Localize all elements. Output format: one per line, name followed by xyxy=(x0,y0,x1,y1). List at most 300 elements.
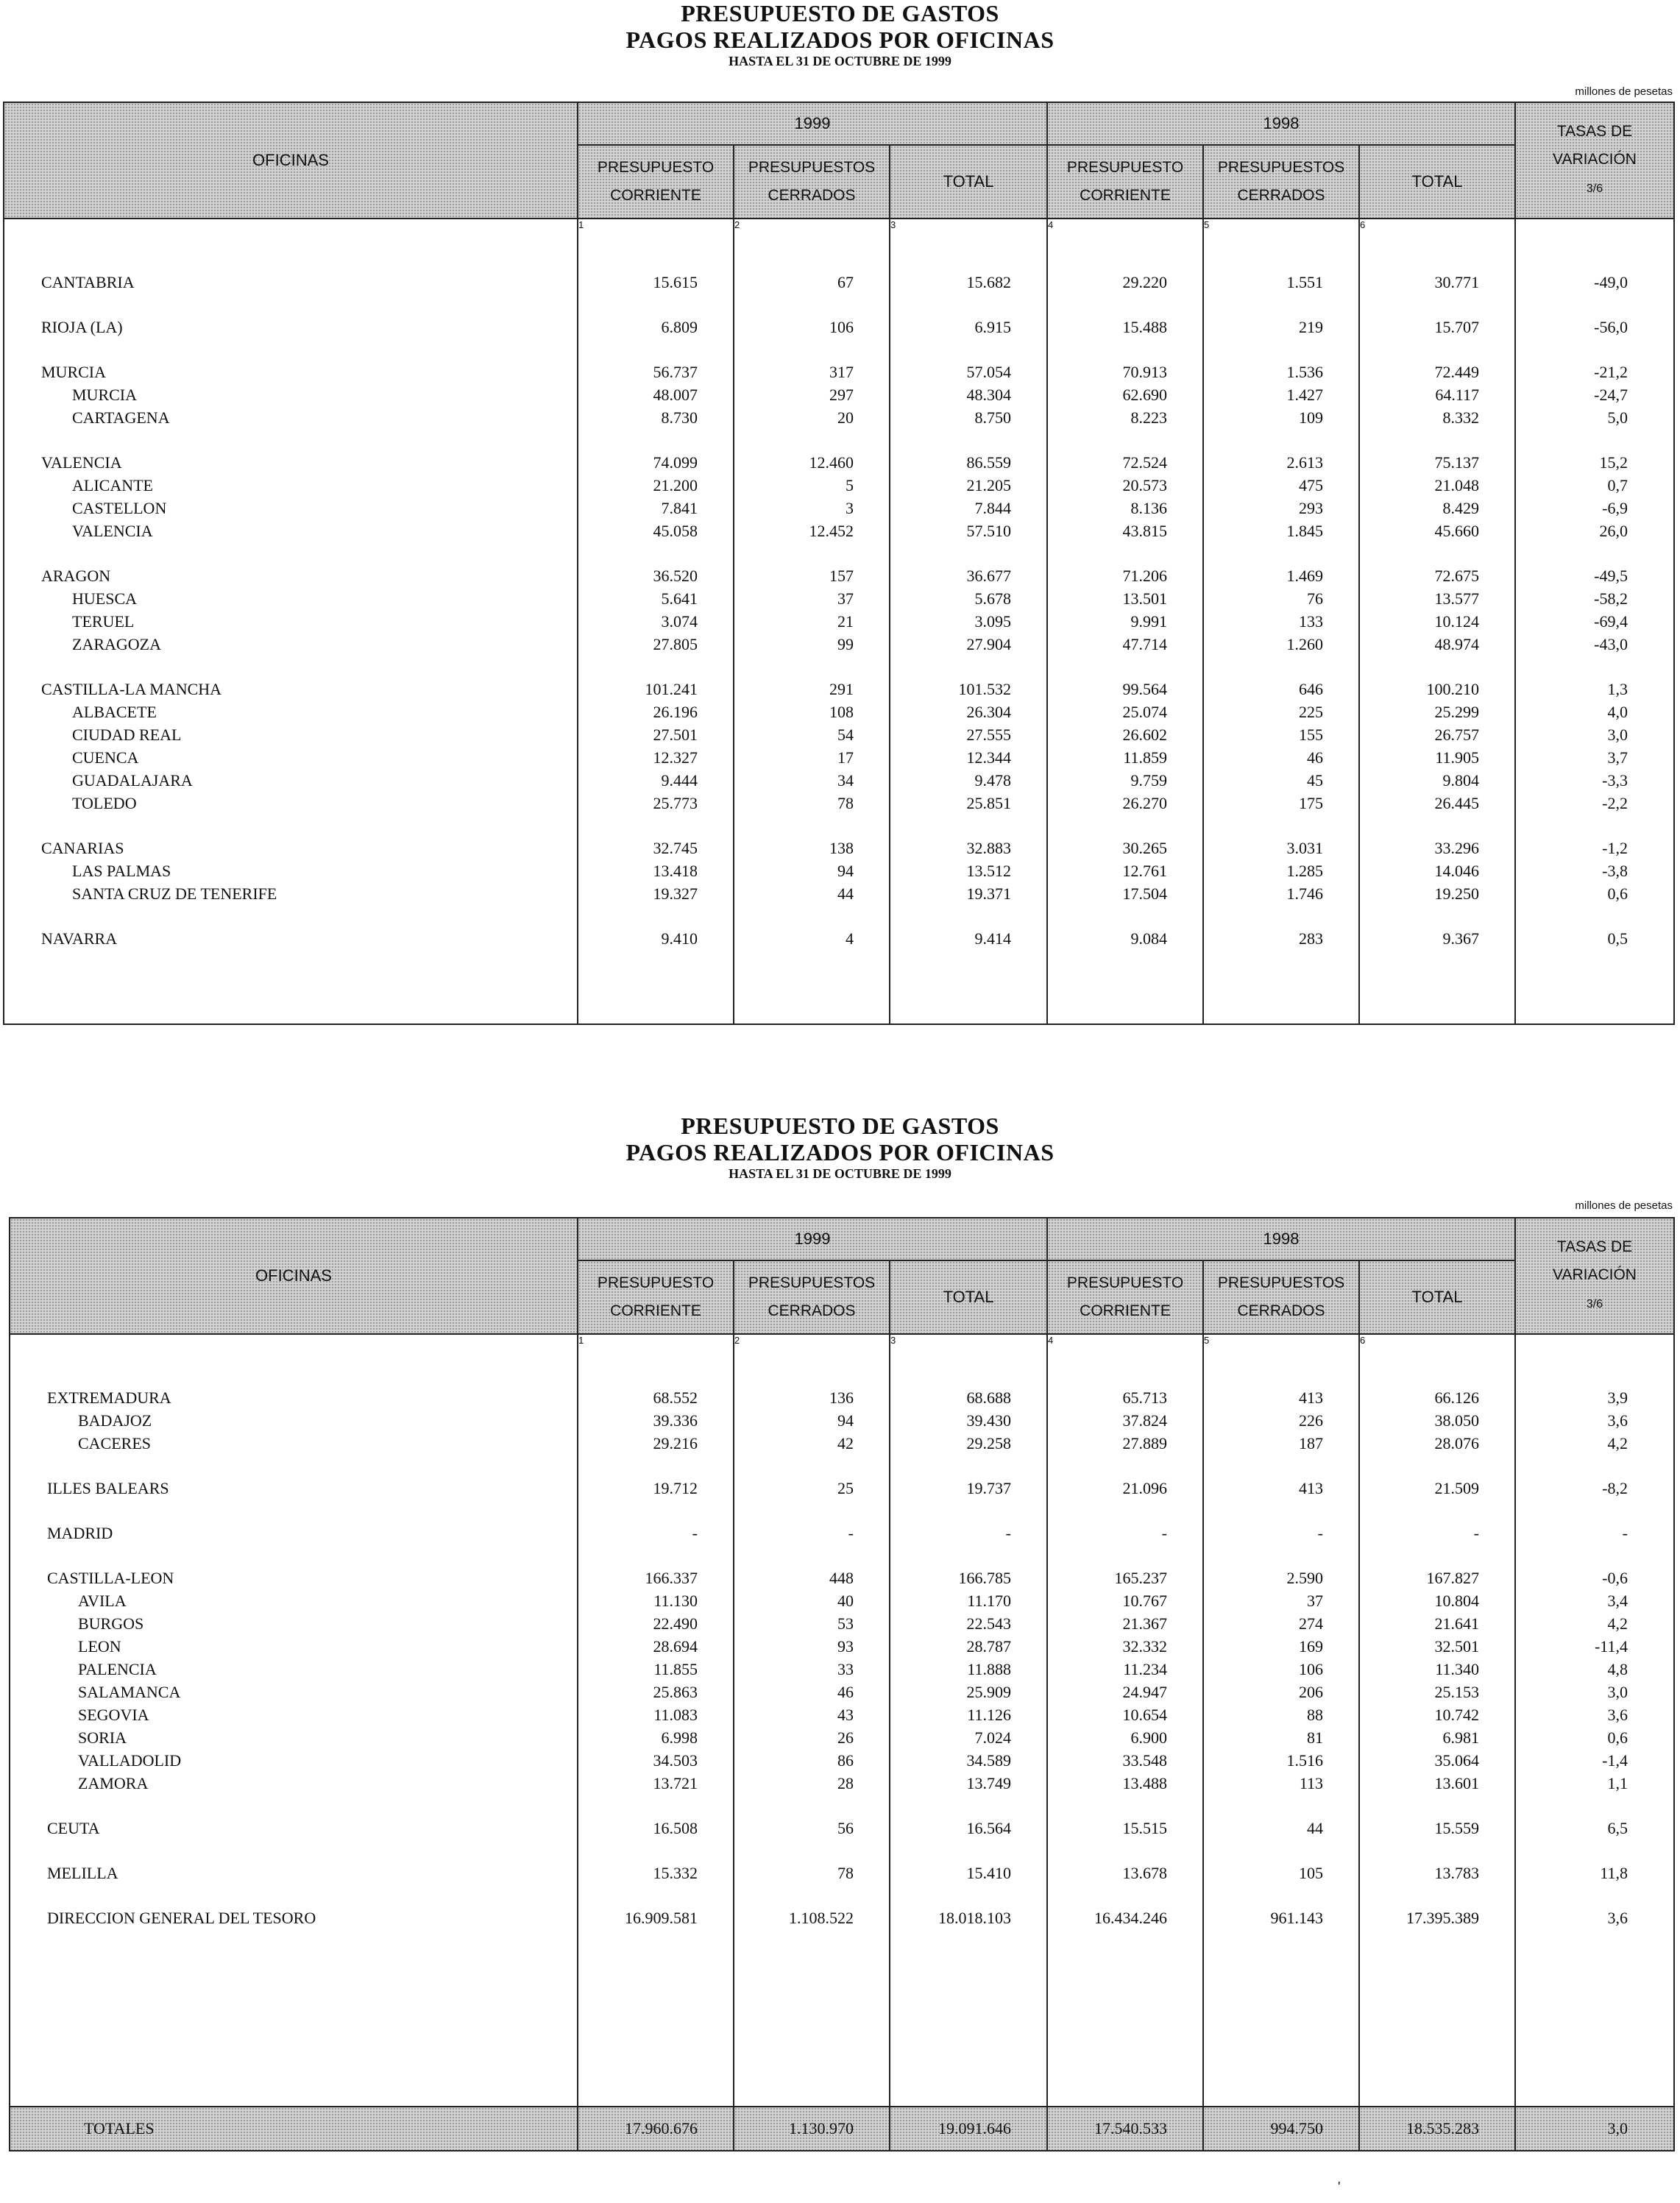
header-rate: TASAS DE VARIACIÓN 3/6 xyxy=(1515,1218,1674,1334)
value-cell: 45 xyxy=(1203,769,1359,792)
value-cell: 28.076 xyxy=(1359,1432,1515,1455)
value-cell: 94 xyxy=(734,859,890,882)
table-row xyxy=(4,474,1674,497)
table-body xyxy=(4,249,1674,1024)
table-row xyxy=(10,1817,1674,1840)
value-cell: 68.688 xyxy=(890,1386,1047,1409)
value-cell: 44 xyxy=(1203,1817,1359,1840)
value-cell: 138 xyxy=(734,837,890,859)
rate-cell: 0,5 xyxy=(1515,927,1674,950)
value-cell: 70.913 xyxy=(1047,361,1203,383)
rate-cell: 3,6 xyxy=(1515,1409,1674,1432)
value-cell: 1.108.522 xyxy=(734,1906,890,1929)
value-cell: 99.564 xyxy=(1047,678,1203,700)
value-cell: 16.508 xyxy=(578,1817,734,1840)
value-cell: 44 xyxy=(734,882,890,905)
office-name: SANTA CRUZ DE TENERIFE xyxy=(4,882,578,905)
value-cell: 12.452 xyxy=(734,519,890,542)
group-spacer xyxy=(4,338,1674,361)
value-cell: 9.804 xyxy=(1359,769,1515,792)
header-oficinas: OFICINAS xyxy=(10,1218,578,1334)
value-cell: 157 xyxy=(734,564,890,587)
rate-cell: 6,5 xyxy=(1515,1817,1674,1840)
header-year-1998: 1998 xyxy=(1047,1218,1515,1260)
table-row xyxy=(4,859,1674,882)
rate-cell: -0,6 xyxy=(1515,1567,1674,1589)
table-row xyxy=(10,1432,1674,1455)
rate-cell: -49,0 xyxy=(1515,271,1674,294)
office-name: CASTILLA-LEON xyxy=(10,1567,578,1589)
value-cell: 15.410 xyxy=(890,1862,1047,1884)
value-cell: 109 xyxy=(1203,406,1359,429)
value-cell: 6.981 xyxy=(1359,1726,1515,1749)
rate-cell: 0,7 xyxy=(1515,474,1674,497)
value-cell: 133 xyxy=(1203,610,1359,633)
column-number: 3 xyxy=(890,219,1047,249)
value-cell: 9.367 xyxy=(1359,927,1515,950)
value-cell: 45.058 xyxy=(578,519,734,542)
value-cell: 37.824 xyxy=(1047,1409,1203,1432)
column-number: 2 xyxy=(734,1334,890,1364)
value-cell: 1.285 xyxy=(1203,859,1359,882)
value-cell: 26.757 xyxy=(1359,723,1515,746)
value-cell: 165.237 xyxy=(1047,1567,1203,1589)
office-name: VALENCIA xyxy=(4,451,578,474)
value-cell: 19.371 xyxy=(890,882,1047,905)
value-cell: 11.083 xyxy=(578,1703,734,1726)
value-cell: 11.888 xyxy=(890,1658,1047,1681)
value-cell: 37 xyxy=(734,587,890,610)
value-cell: 17 xyxy=(734,746,890,769)
value-cell: 1.551 xyxy=(1203,271,1359,294)
value-cell: 78 xyxy=(734,1862,890,1884)
value-cell: 1.845 xyxy=(1203,519,1359,542)
value-cell: 10.804 xyxy=(1359,1589,1515,1612)
table-row xyxy=(4,610,1674,633)
rate-cell: 1,1 xyxy=(1515,1772,1674,1795)
header-presupuesto-corriente: PRESUPUESTO CORRIENTE xyxy=(578,1260,734,1334)
table-row xyxy=(4,451,1674,474)
value-cell: 72.524 xyxy=(1047,451,1203,474)
header-oficinas: OFICINAS xyxy=(4,102,578,219)
value-cell: 26.270 xyxy=(1047,792,1203,815)
total-cell: 19.091.646 xyxy=(890,2107,1047,2151)
value-cell: 317 xyxy=(734,361,890,383)
table-row xyxy=(10,1567,1674,1589)
office-name: CANTABRIA xyxy=(4,271,578,294)
table-row xyxy=(4,271,1674,294)
value-cell: 34 xyxy=(734,769,890,792)
table-row xyxy=(4,406,1674,429)
rate-cell: -24,7 xyxy=(1515,383,1674,406)
group-spacer xyxy=(10,1455,1674,1477)
office-name: GUADALAJARA xyxy=(4,769,578,792)
header-total: TOTAL xyxy=(890,145,1047,219)
value-cell: 46 xyxy=(734,1681,890,1703)
value-cell: 7.841 xyxy=(578,497,734,519)
value-cell: 291 xyxy=(734,678,890,700)
value-cell: 25.863 xyxy=(578,1681,734,1703)
rate-cell: 11,8 xyxy=(1515,1862,1674,1884)
value-cell: 21.200 xyxy=(578,474,734,497)
value-cell: 11.855 xyxy=(578,1658,734,1681)
value-cell: 11.340 xyxy=(1359,1658,1515,1681)
value-cell: 1.260 xyxy=(1203,633,1359,656)
rate-cell: 4,2 xyxy=(1515,1432,1674,1455)
group-spacer xyxy=(4,656,1674,678)
total-cell: 994.750 xyxy=(1203,2107,1359,2151)
column-number: 2 xyxy=(734,219,890,249)
rate-cell: -11,4 xyxy=(1515,1635,1674,1658)
office-name: ARAGON xyxy=(4,564,578,587)
value-cell: 27.904 xyxy=(890,633,1047,656)
rate-cell: - xyxy=(1515,1522,1674,1544)
value-cell: 88 xyxy=(1203,1703,1359,1726)
value-cell: 10.124 xyxy=(1359,610,1515,633)
rate-cell: -43,0 xyxy=(1515,633,1674,656)
report-title: PRESUPUESTO DE GASTOS xyxy=(681,1113,999,1139)
value-cell: 43 xyxy=(734,1703,890,1726)
title-block-1 xyxy=(0,0,1680,69)
column-number: 1 xyxy=(578,1334,734,1364)
rate-cell: 4,2 xyxy=(1515,1612,1674,1635)
value-cell: 26.602 xyxy=(1047,723,1203,746)
value-cell: 8.750 xyxy=(890,406,1047,429)
table-row xyxy=(10,1635,1674,1658)
value-cell: 48.974 xyxy=(1359,633,1515,656)
table-row xyxy=(10,1862,1674,1884)
rate-cell: 3,6 xyxy=(1515,1703,1674,1726)
totals-label: TOTALES xyxy=(10,2107,578,2151)
value-cell: 19.712 xyxy=(578,1477,734,1500)
value-cell: 64.117 xyxy=(1359,383,1515,406)
column-number: 6 xyxy=(1359,219,1515,249)
value-cell: 36.677 xyxy=(890,564,1047,587)
value-cell: 27.889 xyxy=(1047,1432,1203,1455)
value-cell: 86 xyxy=(734,1749,890,1772)
table-row xyxy=(4,497,1674,519)
value-cell: 1.536 xyxy=(1203,361,1359,383)
value-cell: 72.675 xyxy=(1359,564,1515,587)
group-spacer xyxy=(4,249,1674,271)
office-name: ILLES BALEARS xyxy=(10,1477,578,1500)
office-name: CANARIAS xyxy=(4,837,578,859)
group-spacer xyxy=(10,1795,1674,1817)
header-presupuestos-cerrados: PRESUPUESTOS CERRADOS xyxy=(734,145,890,219)
value-cell: 12.761 xyxy=(1047,859,1203,882)
value-cell: - xyxy=(578,1522,734,1544)
value-cell: 42 xyxy=(734,1432,890,1455)
office-name: MURCIA xyxy=(4,361,578,383)
value-cell: 413 xyxy=(1203,1477,1359,1500)
value-cell: 21.048 xyxy=(1359,474,1515,497)
report-table-2 xyxy=(9,1217,1675,2151)
rate-cell: 3,6 xyxy=(1515,1906,1674,1929)
value-cell: 13.577 xyxy=(1359,587,1515,610)
value-cell: 283 xyxy=(1203,927,1359,950)
value-cell: 46 xyxy=(1203,746,1359,769)
value-cell: 26.196 xyxy=(578,700,734,723)
value-cell: 15.615 xyxy=(578,271,734,294)
value-cell: 106 xyxy=(734,316,890,338)
table-row xyxy=(4,769,1674,792)
column-number: 3 xyxy=(890,1334,1047,1364)
value-cell: 274 xyxy=(1203,1612,1359,1635)
value-cell: 8.429 xyxy=(1359,497,1515,519)
value-cell: 646 xyxy=(1203,678,1359,700)
column-number: 1 xyxy=(578,219,734,249)
value-cell: 13.749 xyxy=(890,1772,1047,1795)
value-cell: 29.258 xyxy=(890,1432,1047,1455)
value-cell: 9.991 xyxy=(1047,610,1203,633)
office-name: PALENCIA xyxy=(10,1658,578,1681)
header-presupuesto-corriente: PRESUPUESTO CORRIENTE xyxy=(1047,1260,1203,1334)
title-block-2 xyxy=(0,1113,1680,1182)
office-name: AVILA xyxy=(10,1589,578,1612)
office-name: BADAJOZ xyxy=(10,1409,578,1432)
rate-cell: 0,6 xyxy=(1515,882,1674,905)
value-cell: 100.210 xyxy=(1359,678,1515,700)
office-name: ZARAGOZA xyxy=(4,633,578,656)
value-cell: 78 xyxy=(734,792,890,815)
value-cell: 413 xyxy=(1203,1386,1359,1409)
value-cell: 13.512 xyxy=(890,859,1047,882)
report-date: HASTA EL 31 DE OCTUBRE DE 1999 xyxy=(729,54,951,68)
table-row xyxy=(4,564,1674,587)
value-cell: 1.469 xyxy=(1203,564,1359,587)
value-cell: 15.332 xyxy=(578,1862,734,1884)
rate-cell: -1,4 xyxy=(1515,1749,1674,1772)
table-row xyxy=(4,633,1674,656)
value-cell: 7.844 xyxy=(890,497,1047,519)
rate-cell: -1,2 xyxy=(1515,837,1674,859)
value-cell: 26.304 xyxy=(890,700,1047,723)
value-cell: 21.367 xyxy=(1047,1612,1203,1635)
table-row xyxy=(4,519,1674,542)
value-cell: 71.206 xyxy=(1047,564,1203,587)
value-cell: 68.552 xyxy=(578,1386,734,1409)
rate-cell: -49,5 xyxy=(1515,564,1674,587)
office-name: CACERES xyxy=(10,1432,578,1455)
value-cell: 36.520 xyxy=(578,564,734,587)
value-cell: 25.773 xyxy=(578,792,734,815)
value-cell: 11.126 xyxy=(890,1703,1047,1726)
value-cell: 9.478 xyxy=(890,769,1047,792)
value-cell: 33 xyxy=(734,1658,890,1681)
value-cell: 25.074 xyxy=(1047,700,1203,723)
value-cell: 32.745 xyxy=(578,837,734,859)
value-cell: 17.504 xyxy=(1047,882,1203,905)
value-cell: 94 xyxy=(734,1409,890,1432)
group-spacer xyxy=(10,1884,1674,1906)
value-cell: 105 xyxy=(1203,1862,1359,1884)
office-name: CASTELLON xyxy=(4,497,578,519)
value-cell: 187 xyxy=(1203,1432,1359,1455)
value-cell: 26.445 xyxy=(1359,792,1515,815)
table-body xyxy=(10,1364,1674,2107)
rate-cell: 0,6 xyxy=(1515,1726,1674,1749)
value-cell: 6.915 xyxy=(890,316,1047,338)
value-cell: 9.410 xyxy=(578,927,734,950)
value-cell: 3 xyxy=(734,497,890,519)
value-cell: 2.613 xyxy=(1203,451,1359,474)
value-cell: 35.064 xyxy=(1359,1749,1515,1772)
table-row xyxy=(10,1681,1674,1703)
value-cell: 13.418 xyxy=(578,859,734,882)
table-row xyxy=(4,837,1674,859)
group-spacer xyxy=(10,1364,1674,1386)
value-cell: 28.694 xyxy=(578,1635,734,1658)
value-cell: - xyxy=(890,1522,1047,1544)
group-spacer xyxy=(10,1544,1674,1567)
value-cell: 12.327 xyxy=(578,746,734,769)
rate-cell: -8,2 xyxy=(1515,1477,1674,1500)
office-name: MADRID xyxy=(10,1522,578,1544)
header-presupuestos-cerrados: PRESUPUESTOS CERRADOS xyxy=(1203,145,1359,219)
value-cell: 66.126 xyxy=(1359,1386,1515,1409)
header-presupuestos-cerrados: PRESUPUESTOS CERRADOS xyxy=(1203,1260,1359,1334)
header-year-1998: 1998 xyxy=(1047,102,1515,145)
rate-cell: 4,0 xyxy=(1515,700,1674,723)
value-cell: 93 xyxy=(734,1635,890,1658)
office-name: ZAMORA xyxy=(10,1772,578,1795)
table-row xyxy=(4,723,1674,746)
office-name: SORIA xyxy=(10,1726,578,1749)
value-cell: 169 xyxy=(1203,1635,1359,1658)
column-number: 5 xyxy=(1203,1334,1359,1364)
office-name: BURGOS xyxy=(10,1612,578,1635)
value-cell: 6.809 xyxy=(578,316,734,338)
rate-cell: 3,0 xyxy=(1515,723,1674,746)
trailing-spacer xyxy=(10,1929,1674,2107)
header-total: TOTAL xyxy=(890,1260,1047,1334)
value-cell: 21.509 xyxy=(1359,1477,1515,1500)
table-row xyxy=(10,1658,1674,1681)
office-name: TOLEDO xyxy=(4,792,578,815)
value-cell: 448 xyxy=(734,1567,890,1589)
office-name: LEON xyxy=(10,1635,578,1658)
value-cell: 219 xyxy=(1203,316,1359,338)
table-row xyxy=(10,1703,1674,1726)
column-number: 4 xyxy=(1047,219,1203,249)
report-subtitle: PAGOS REALIZADOS POR OFICINAS xyxy=(625,1139,1055,1166)
office-name: MURCIA xyxy=(4,383,578,406)
value-cell: 8.332 xyxy=(1359,406,1515,429)
table-row xyxy=(4,678,1674,700)
value-cell: 27.501 xyxy=(578,723,734,746)
rate-cell: 26,0 xyxy=(1515,519,1674,542)
value-cell: 101.532 xyxy=(890,678,1047,700)
value-cell: 113 xyxy=(1203,1772,1359,1795)
office-name: EXTREMADURA xyxy=(10,1386,578,1409)
column-number: 6 xyxy=(1359,1334,1515,1364)
value-cell: 57.510 xyxy=(890,519,1047,542)
value-cell: 475 xyxy=(1203,474,1359,497)
value-cell: 19.327 xyxy=(578,882,734,905)
office-name: SALAMANCA xyxy=(10,1681,578,1703)
value-cell: 15.488 xyxy=(1047,316,1203,338)
value-cell: 27.555 xyxy=(890,723,1047,746)
table-row xyxy=(10,1409,1674,1432)
value-cell: 225 xyxy=(1203,700,1359,723)
value-cell: 74.099 xyxy=(578,451,734,474)
value-cell: 48.304 xyxy=(890,383,1047,406)
table-row xyxy=(4,316,1674,338)
rate-cell: 3,7 xyxy=(1515,746,1674,769)
group-spacer xyxy=(4,429,1674,451)
value-cell: 67 xyxy=(734,271,890,294)
value-cell: 10.767 xyxy=(1047,1589,1203,1612)
value-cell: 21.641 xyxy=(1359,1612,1515,1635)
rate-cell: -69,4 xyxy=(1515,610,1674,633)
value-cell: 99 xyxy=(734,633,890,656)
office-name: CEUTA xyxy=(10,1817,578,1840)
value-cell: 5 xyxy=(734,474,890,497)
value-cell: 136 xyxy=(734,1386,890,1409)
value-cell: 3.074 xyxy=(578,610,734,633)
value-cell: 33.548 xyxy=(1047,1749,1203,1772)
value-cell: 30.265 xyxy=(1047,837,1203,859)
office-name: ALICANTE xyxy=(4,474,578,497)
group-spacer xyxy=(4,905,1674,927)
header-year-1999: 1999 xyxy=(578,102,1047,145)
value-cell: 18.018.103 xyxy=(890,1906,1047,1929)
value-cell: 37 xyxy=(1203,1589,1359,1612)
value-cell: 15.559 xyxy=(1359,1817,1515,1840)
office-name: VALLADOLID xyxy=(10,1749,578,1772)
rate-cell: -21,2 xyxy=(1515,361,1674,383)
rate-cell: -3,8 xyxy=(1515,859,1674,882)
value-cell: 26 xyxy=(734,1726,890,1749)
value-cell: 32.332 xyxy=(1047,1635,1203,1658)
rate-cell: -56,0 xyxy=(1515,316,1674,338)
table-row xyxy=(10,1589,1674,1612)
page-mark: ' xyxy=(1338,2179,1341,2194)
value-cell: 22.543 xyxy=(890,1612,1047,1635)
table-row xyxy=(10,1906,1674,1929)
value-cell: 15.707 xyxy=(1359,316,1515,338)
value-cell: 10.742 xyxy=(1359,1703,1515,1726)
office-name: SEGOVIA xyxy=(10,1703,578,1726)
table-row xyxy=(10,1749,1674,1772)
value-cell: 40 xyxy=(734,1589,890,1612)
rate-cell: 3,0 xyxy=(1515,1681,1674,1703)
value-cell: 175 xyxy=(1203,792,1359,815)
value-cell: 33.296 xyxy=(1359,837,1515,859)
value-cell: 166.337 xyxy=(578,1567,734,1589)
table-row xyxy=(4,383,1674,406)
report-subtitle: PAGOS REALIZADOS POR OFICINAS xyxy=(625,26,1055,53)
value-cell: 54 xyxy=(734,723,890,746)
total-cell: 17.540.533 xyxy=(1047,2107,1203,2151)
value-cell: 297 xyxy=(734,383,890,406)
value-cell: 206 xyxy=(1203,1681,1359,1703)
value-cell: 6.998 xyxy=(578,1726,734,1749)
office-name: CARTAGENA xyxy=(4,406,578,429)
group-spacer xyxy=(4,815,1674,837)
value-cell: 1.516 xyxy=(1203,1749,1359,1772)
value-cell: 29.220 xyxy=(1047,271,1203,294)
rate-cell: 3,9 xyxy=(1515,1386,1674,1409)
value-cell: 9.444 xyxy=(578,769,734,792)
value-cell: 16.564 xyxy=(890,1817,1047,1840)
value-cell: - xyxy=(1203,1522,1359,1544)
value-cell: 1.427 xyxy=(1203,383,1359,406)
value-cell: 28 xyxy=(734,1772,890,1795)
table-row xyxy=(4,746,1674,769)
value-cell: 14.046 xyxy=(1359,859,1515,882)
value-cell: 38.050 xyxy=(1359,1409,1515,1432)
